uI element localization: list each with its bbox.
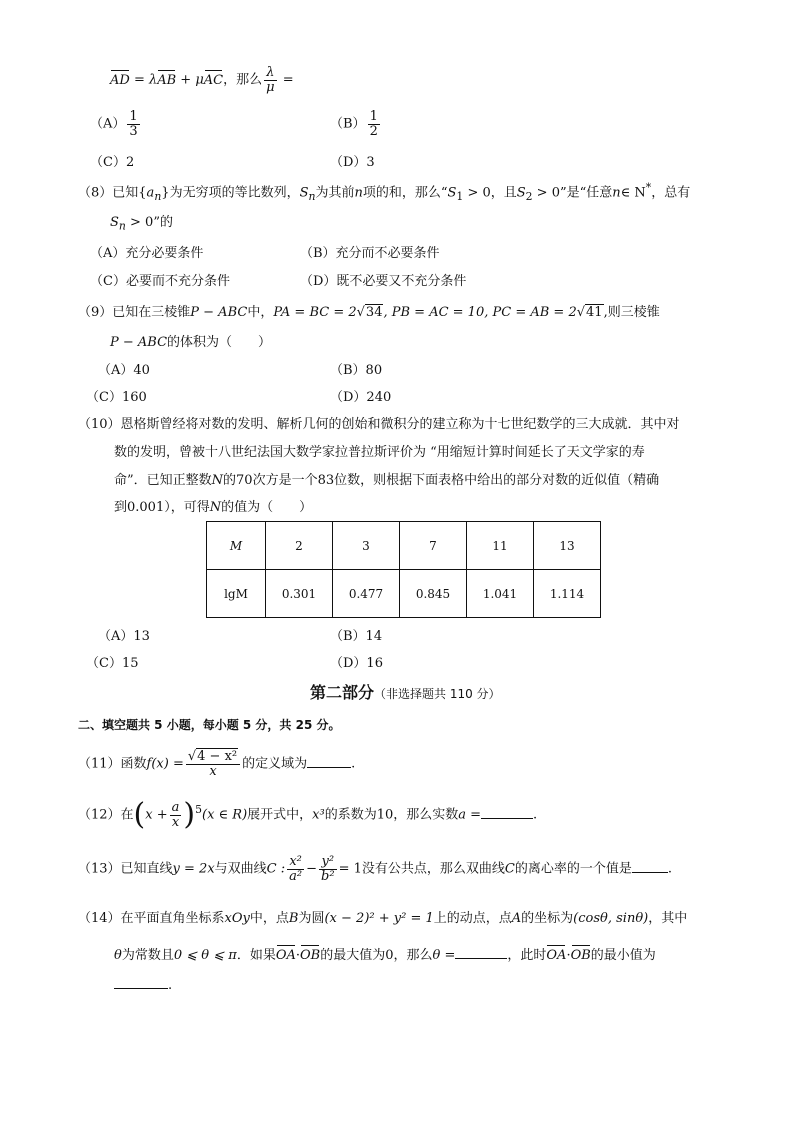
- vec-ac: AC: [203, 72, 224, 88]
- table-cell: 3: [333, 522, 400, 570]
- table-cell: 0.845: [400, 570, 467, 618]
- q10-option-d: （D）16: [330, 656, 383, 671]
- table-row: [207, 522, 601, 570]
- table-row: [207, 570, 601, 618]
- q7-option-a: （A） $\frac{1}{3}$: [90, 109, 138, 139]
- lambda-mu-fraction: $\frac{\lambda}{\mu}$: [266, 65, 275, 95]
- table-cell: 13: [534, 522, 601, 570]
- q9-stem-line2: P − ABC的体积为（ ）: [110, 335, 272, 350]
- q7-option-b: （B） $\frac{1}{2}$: [330, 109, 378, 139]
- q9-option-c: （C）160: [86, 390, 147, 405]
- log-table: [206, 521, 601, 618]
- table-cell: 1.041: [467, 570, 534, 618]
- table-row-label: lgM: [207, 570, 266, 618]
- q10-stem-line1: （10）恩格斯曾经将对数的发明、解析几何的创始和微积分的建立称为十七世纪数学的三大成就．其中对: [78, 417, 680, 432]
- table-cell: 2: [266, 522, 333, 570]
- table-cell: 11: [467, 522, 534, 570]
- answer-blank[interactable]: [481, 806, 533, 819]
- q7-expression: AD = λAB + μAC，那么 $\frac{\lambda}{\mu}$ =: [110, 65, 294, 95]
- answer-blank[interactable]: [114, 976, 168, 989]
- q8-stem-line1: （8）已知$\{a_n\}$为无穷项的等比数列，$S_n$为其前n项的和，那么“$S_1 > 0$，且$S_2 > 0$”是“任意n∈ N*，总有: [78, 181, 691, 203]
- table-cell: 1.114: [534, 570, 601, 618]
- q13: （13）已知直线y = 2x与双曲线C : $\frac{\text{x²}}{\text{a²}}$ − $\frac{\text{y²}}{\text{b²}}$ = 1没有公共点，那么双曲线C的离心率的一个值是 .: [78, 854, 672, 884]
- q10-option-b: （B）14: [330, 629, 383, 644]
- q10-stem-line2: 数的发明，曾被十八世纪法国大数学家拉普拉斯评价为 “用缩短计算时间延长了天文学家的寿: [114, 445, 645, 460]
- q9-option-b: （B）80: [330, 363, 383, 378]
- q14-line3: .: [114, 976, 172, 993]
- q8-option-d: （D）既不必要又不充分条件: [300, 274, 467, 289]
- q12: （12）在(x + $\frac{a}{x}$ )$^5$(x ∈ R)展开式中，x³的系数为10，那么实数a = .: [78, 797, 538, 832]
- q14-line2: θ为常数且0 ⩽ θ ⩽ π．如果OA·OB的最大值为0，那么θ = ，此时OA·OB的最小值为: [114, 948, 656, 963]
- part2-heading: 第二部分（非选择题共 110 分）: [310, 683, 501, 702]
- table-header-label: M: [207, 522, 266, 570]
- answer-blank[interactable]: [632, 860, 668, 873]
- q7-option-c: （C）2: [90, 155, 135, 170]
- q14-line1: （14）在平面直角坐标系xOy中，点B为圆(x − 2)² + y² = 1上的动点，点A的坐标为(cosθ, sinθ)，其中: [78, 911, 688, 926]
- table-cell: 0.301: [266, 570, 333, 618]
- answer-blank[interactable]: [455, 946, 507, 959]
- q8-option-b: （B）充分而不必要条件: [300, 246, 440, 261]
- q8-option-a: （A）充分必要条件: [90, 246, 204, 261]
- q11-fraction: $\frac{\text{√4 − x²}}{x}$: [186, 750, 240, 778]
- q8-option-c: （C）必要而不充分条件: [90, 274, 230, 289]
- vec-ad: AD: [110, 72, 130, 88]
- q7-option-d: （D）3: [330, 155, 375, 170]
- table-cell: 7: [400, 522, 467, 570]
- vec-ab: AB: [157, 72, 177, 88]
- q9-option-a: （A）40: [98, 363, 150, 378]
- q10-option-c: （C）15: [86, 656, 139, 671]
- q10-option-a: （A）13: [98, 629, 150, 644]
- q8-stem-line2: $S_n > 0$”的: [110, 215, 173, 233]
- table-cell: 0.477: [333, 570, 400, 618]
- q9-stem-line1: （9）已知在三棱锥P − ABC中，PA = BC = 2√34, PB = AC = 10, PC = AB = 2√41,则三棱锥: [78, 305, 660, 320]
- answer-blank[interactable]: [307, 755, 351, 768]
- q10-stem-line4: 到0.001），可得N的值为（ ）: [114, 500, 313, 515]
- q9-option-d: （D）240: [330, 390, 392, 405]
- q11: （11）函数f(x) = $\frac{\text{√4 − x²}}{x}$ 的定义域为 .: [78, 749, 356, 779]
- q10-stem-line3: 命”．已知正整数N的70次方是一个83位数，则根据下面表格中给出的部分对数的近似值（精确: [114, 473, 660, 488]
- section-heading: 二、填空题共 5 小题，每小题 5 分，共 25 分。: [78, 718, 341, 732]
